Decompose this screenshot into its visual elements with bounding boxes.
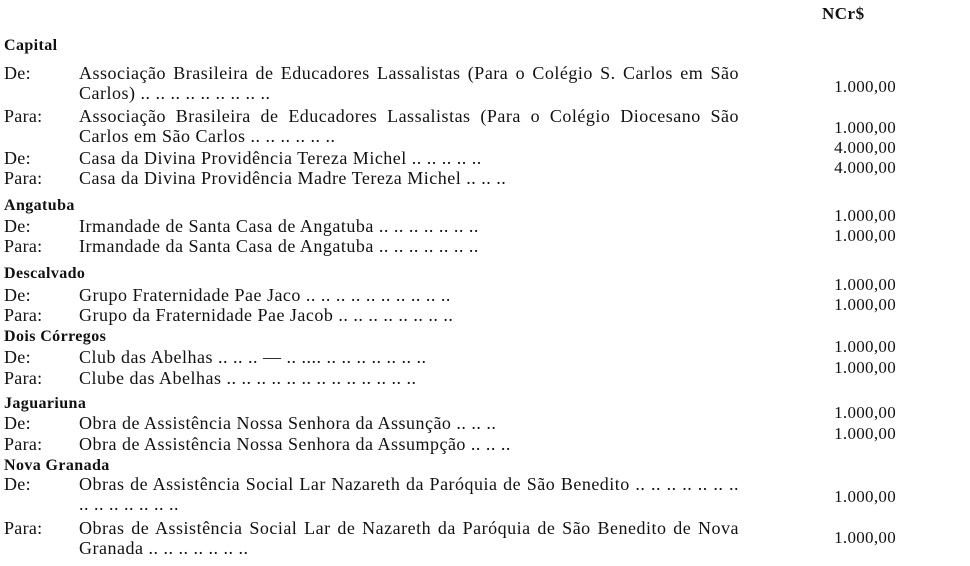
entry-description: Grupo da Fraternidade Pae Jacob .. .. .. .. .. .. .. .. <box>79 305 454 325</box>
entry-role: Para: <box>4 305 43 325</box>
entry-role: De: <box>4 148 31 168</box>
entry-role: Para: <box>4 434 43 454</box>
entry-amount: 1.000,00 <box>834 118 896 137</box>
entry-amount: 1.000,00 <box>834 403 896 422</box>
entry-amount: 1.000,00 <box>834 226 896 245</box>
entry-description: Irmandade da Santa Casa de Angatuba .. .. .. .. .. .. .. <box>79 236 479 256</box>
entry-amount: 4.000,00 <box>834 138 896 157</box>
entry-role: Para: <box>4 106 43 126</box>
entry-description: Grupo Fraternidade Pae Jaco .. .. .. .. .. .. .. .. .. .. <box>79 285 451 305</box>
entry-amount: 1.000,00 <box>834 275 896 294</box>
entry-role: De: <box>4 63 31 83</box>
entry-amount: 1.000,00 <box>834 337 896 356</box>
entry-role: De: <box>4 347 31 367</box>
entry-description: Casa da Divina Providência Tereza Michel .. .. .. .. .. <box>79 148 482 168</box>
entry-role: Para: <box>4 368 43 388</box>
entry-amount: 1.000,00 <box>834 424 896 443</box>
town-heading: Dois Córregos <box>4 328 107 345</box>
entry-description: Obra de Assistência Nossa Senhora da Assunção .. .. .. <box>79 413 497 433</box>
town-heading: Angatuba <box>4 197 75 214</box>
entry-description: Clube das Abelhas .. .. .. .. .. .. .. .. .. .. .. .. .. <box>79 368 417 388</box>
entry-description: Club das Abelhas .. .. .. — .. .... .. .. .. .. .. .. .. <box>79 347 427 367</box>
entry-amount: 1.000,00 <box>834 358 896 377</box>
town-heading: Nova Granada <box>4 457 110 474</box>
entry-description: Obra de Assistência Nossa Senhora da Assumpção .. .. .. <box>79 434 511 454</box>
entry-amount: 1.000,00 <box>834 206 896 225</box>
entry-description: Obras de Assistência Social Lar Nazareth da Paróquia de São Benedito .. .. .. .. .. .. .. .. .. .. .. .. .. .. <box>79 474 739 514</box>
entry-role: De: <box>4 285 31 305</box>
entry-description: Casa da Divina Providência Madre Tereza Michel .. .. .. <box>79 168 507 188</box>
entry-role: Para: <box>4 168 43 188</box>
entry-role: De: <box>4 413 31 433</box>
entry-description: Associação Brasileira de Educadores Lassalistas (Para o Colégio Diocesano São Carlos em São Carlos .. .. .. .. .. .. <box>79 106 739 146</box>
entry-role: Para: <box>4 518 43 538</box>
entry-role: De: <box>4 216 31 236</box>
entry-amount: 1.000,00 <box>834 77 896 96</box>
town-heading: Jaguariuna <box>4 395 87 412</box>
town-heading: Capital <box>4 37 58 54</box>
entry-role: Para: <box>4 236 43 256</box>
entry-amount: 1.000,00 <box>834 295 896 314</box>
entry-role: De: <box>4 474 31 494</box>
entry-description: Irmandade de Santa Casa de Angatuba .. .. .. .. .. .. .. <box>79 216 479 236</box>
entry-description: Associação Brasileira de Educadores Lassalistas (Para o Colégio S. Carlos em São Carlos) .. .. .. .. .. .. .. .. .. <box>79 63 739 103</box>
town-heading: Descalvado <box>4 265 86 282</box>
entry-amount: 4.000,00 <box>834 158 896 177</box>
entry-amount: 1.000,00 <box>834 487 896 506</box>
entry-description: Obras de Assistência Social Lar de Nazareth da Paróquia de São Benedito de Nova Granada .. .. .. .. .. .. .. <box>79 518 739 558</box>
currency-header: NCr$ <box>822 4 865 23</box>
entry-amount: 1.000,00 <box>834 528 896 547</box>
